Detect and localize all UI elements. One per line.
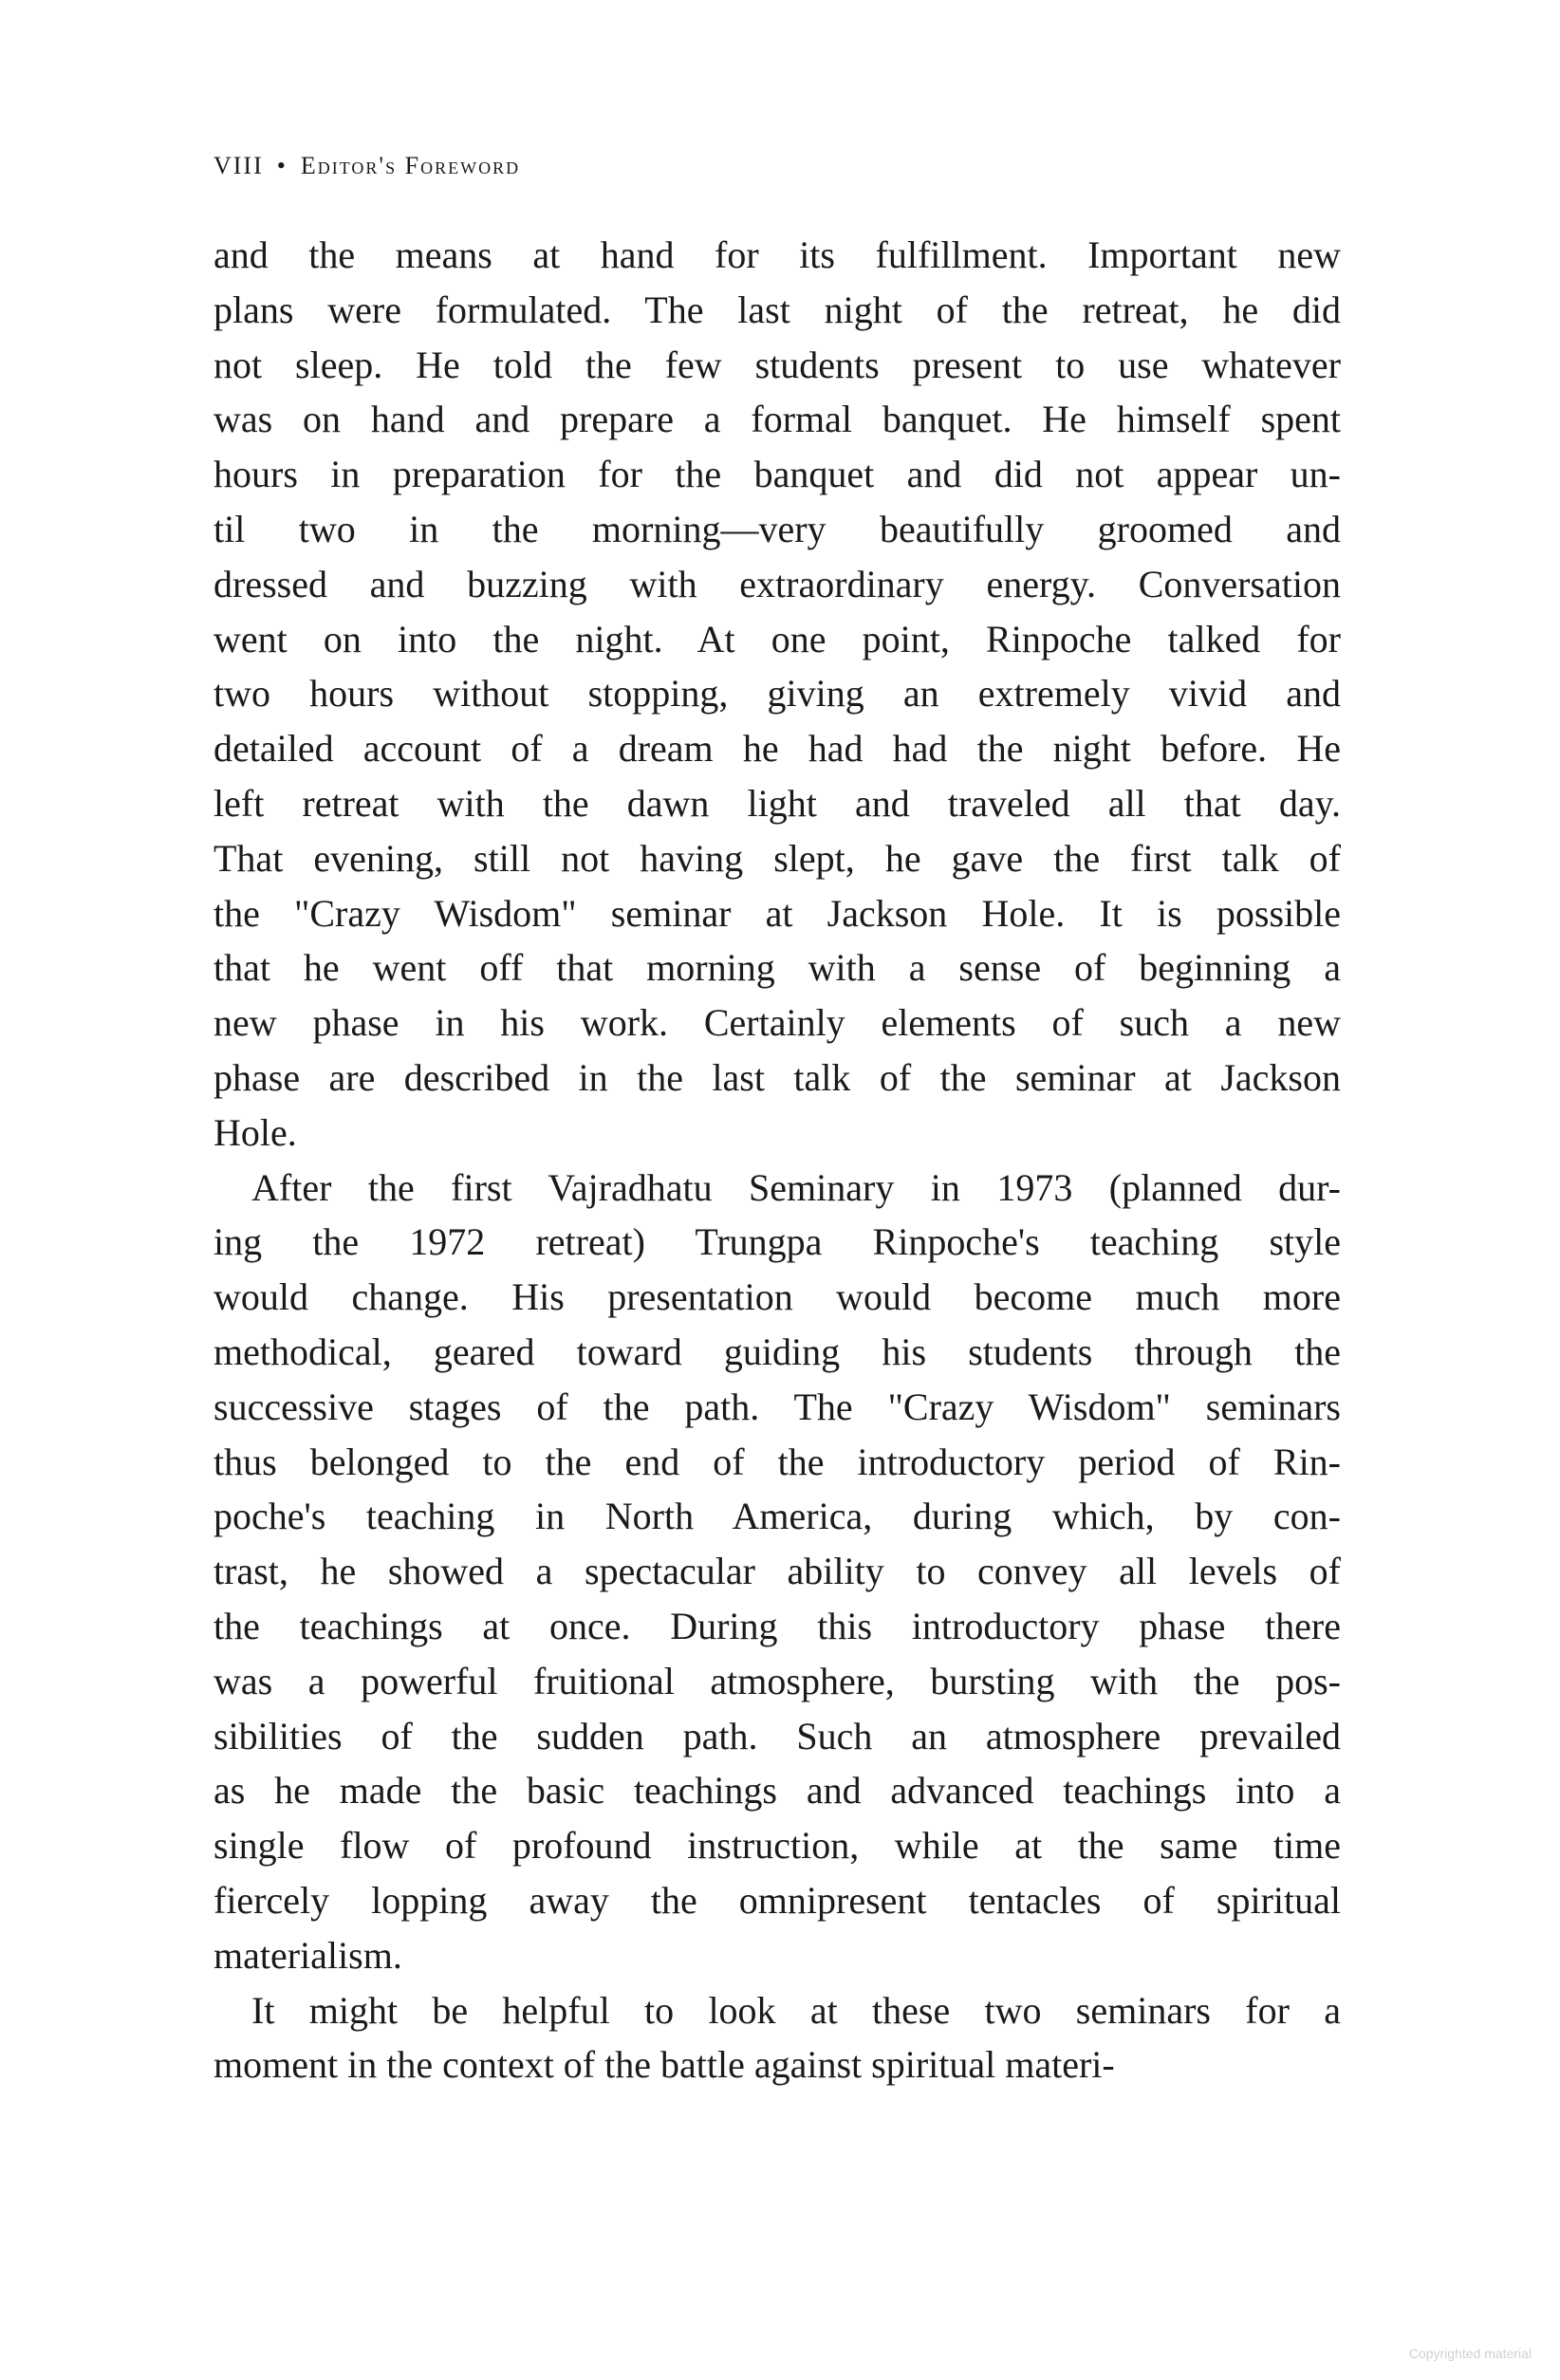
text-line: trast, he showed a spectacular ability to convey all levels of (214, 1550, 1341, 1593)
text-line: that he went off that morning with a sense of beginning a (214, 946, 1341, 990)
text-line: Hole. (214, 1110, 297, 1154)
text-line: thus belonged to the end of the introductory period of Rin- (214, 1440, 1341, 1483)
text-line: It might be helpful to look at these two seminars for a (251, 1988, 1341, 2032)
text-line: was a powerful fruitional atmosphere, bursting with the pos- (214, 1659, 1341, 1702)
body-text (214, 228, 1341, 2092)
text-line: went on into the night. At one point, Rinpoche talked for (214, 617, 1341, 660)
text-line: sibilities of the sudden path. Such an atmosphere prevailed (214, 1714, 1341, 1757)
text-line: new phase in his work. Certainly elements of such a new (214, 1001, 1341, 1045)
page-number: VIII (214, 152, 264, 179)
text-line: poche's teaching in North America, during which, by con- (214, 1495, 1341, 1538)
running-head (214, 152, 520, 180)
text-line: dressed and buzzing with extraordinary energy. Conversation (214, 562, 1341, 605)
text-line: methodical, geared toward guiding his students through the (214, 1329, 1341, 1373)
text-line: phase are described in the last talk of the seminar at Jackson (214, 1055, 1341, 1099)
text-line: moment in the context of the battle against spiritual materi- (214, 2043, 1115, 2087)
text-line: as he made the basic teachings and advanced teachings into a (214, 1769, 1341, 1813)
text-line: left retreat with the dawn light and traveled all that day. (214, 781, 1341, 825)
text-line: detailed account of a dream he had had the night before. He (214, 727, 1341, 771)
paragraph (214, 1983, 1341, 2093)
text-line: til two in the morning—very beautifully groomed and (214, 507, 1341, 550)
text-line: single flow of profound instruction, while at the same time (214, 1824, 1341, 1868)
text-line: materialism. (214, 1933, 402, 1977)
paragraph (214, 228, 1341, 1161)
text-line: After the first Vajradhatu Seminary in 1973 (planned dur- (251, 1165, 1341, 1209)
text-line: the "Crazy Wisdom" seminar at Jackson Hole. It is possible (214, 891, 1341, 935)
text-line: fiercely lopping away the omnipresent tentacles of spiritual (214, 1878, 1341, 1922)
header-separator: • (276, 152, 288, 179)
text-line: and the means at hand for its fulfillment. Important new (214, 233, 1341, 276)
text-line: was on hand and prepare a formal banquet. He himself spent (214, 398, 1341, 441)
text-line: That evening, still not having slept, he gave the first talk of (214, 836, 1341, 880)
text-line: would change. His presentation would become much more (214, 1275, 1341, 1319)
paragraph (214, 1161, 1341, 1983)
text-line: plans were formulated. The last night of the retreat, he did (214, 288, 1341, 331)
text-line: two hours without stopping, giving an extremely vivid and (214, 672, 1341, 716)
text-line: ing the 1972 retreat) Trungpa Rinpoche's teaching style (214, 1220, 1341, 1264)
section-title: Editor's Foreword (300, 152, 521, 179)
text-line: successive stages of the path. The "Crazy Wisdom" seminars (214, 1385, 1341, 1428)
text-line: hours in preparation for the banquet and did not appear un- (214, 453, 1341, 496)
text-line: the teachings at once. During this introductory phase there (214, 1604, 1341, 1647)
text-line: not sleep. He told the few students present to use whatever (214, 343, 1341, 386)
copyright-watermark: Copyrighted material (1408, 2346, 1532, 2361)
